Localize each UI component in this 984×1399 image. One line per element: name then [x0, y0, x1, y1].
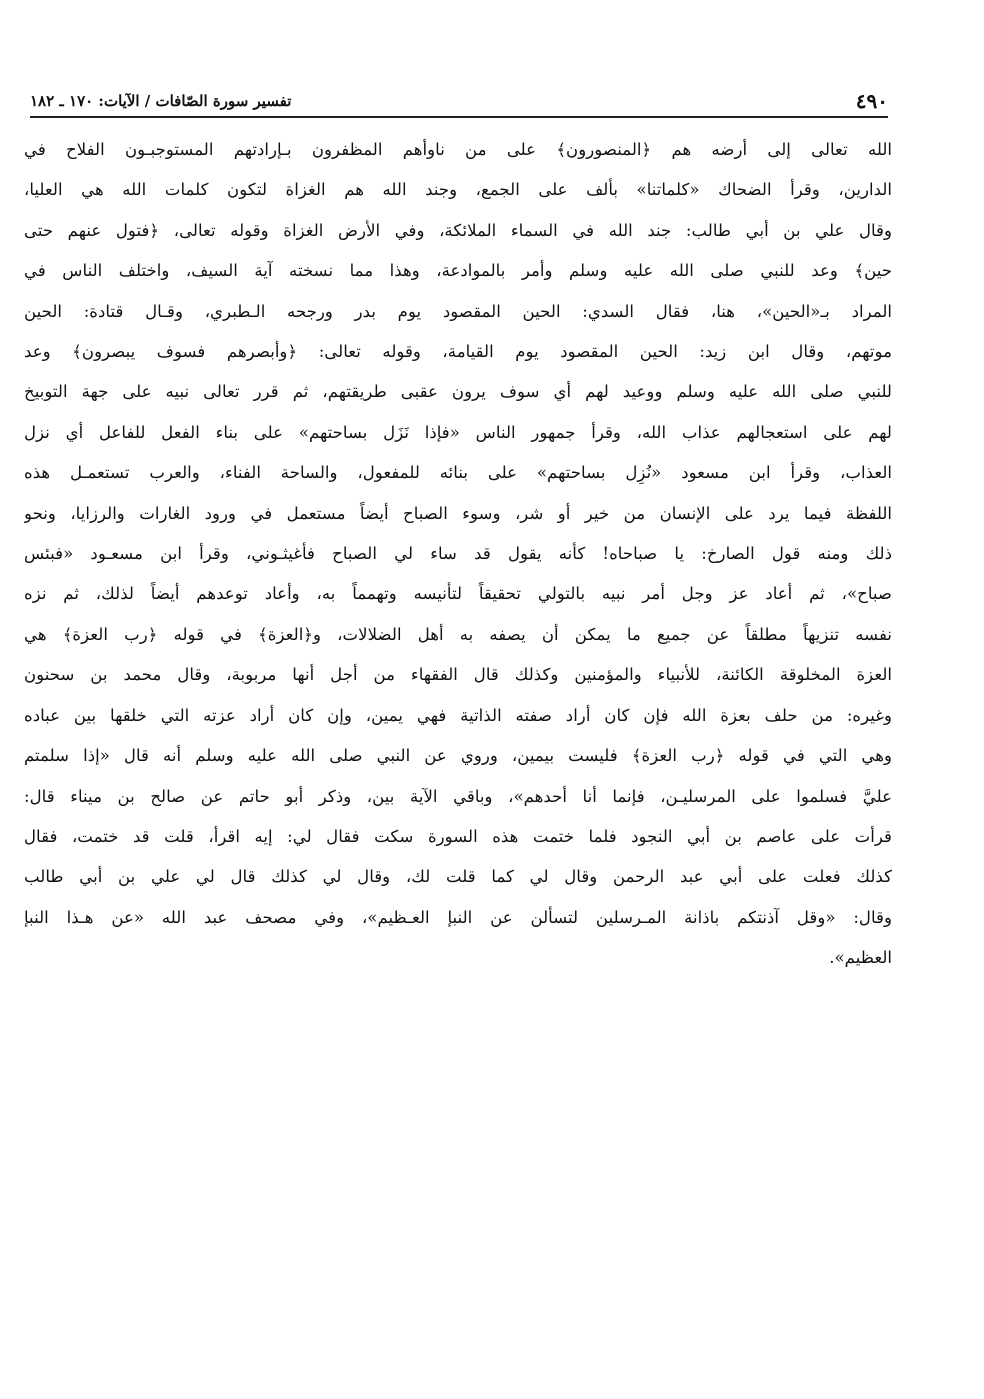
- text-line: لهم على استعجالهم عذاب الله، وقرأ جمهور الناس «فإذا نَزَل بساحتهم» على بناء الفعل للفاعل أي نزل: [24, 422, 892, 442]
- text-line: العظيم».: [829, 948, 892, 968]
- text-line: للنبي صلى الله عليه وسلم ووعيد لهم أي سوف يرون عقبى طريقتهم، ثم قرر تعالى نبيه على جهة التوبيخ: [24, 382, 892, 402]
- text-line: المراد بـ«الحين»، هنا، فقال السدي: الحين المقصود يوم بدر ورجحه الـطبري، وقـال قتادة: الحين: [24, 301, 892, 321]
- text-line: نفسه تنزيهاً مطلقاً عن جميع ما يمكن أن يصفه به أهل الضلالات، و﴿العزة﴾ في قوله ﴿رب العزة﴾ هي: [24, 624, 892, 644]
- running-title: تفسير سورة الصّافات / الآيات: ١٧٠ ـ ١٨٢: [30, 92, 292, 110]
- text-line: الله تعالى إلى أرضه هم ﴿المنصورون﴾ على من ناوأهم المظفرون بـإرادتهم المستوجبـون الفلاح في: [24, 140, 892, 159]
- text-line: كذلك فعلت على أبي عبد الرحمن وقال لي كما قلت لك، وقال لي كذلك قال لي علي بن أبي طالب: [24, 867, 892, 887]
- text-line: العذاب، وقرأ ابن مسعود «نُزِل بساحتهم» على بنائه للمفعول، والساحة الفناء، والعرب تستعمـل هذه: [24, 463, 892, 483]
- text-line: عليَّ فسلموا على المرسليـن، فإنما أنا أحدهم»، وباقي الآية بين، وذكر أبو حاتم عن صالح بن ميناء قال:: [24, 786, 892, 806]
- text-line: اللفظة فيما يرد على الإنسان من خير أو شر، وسوء الصباح أيضاً مستعمل في ورود الغارات والرزايا، ونحو: [24, 503, 892, 523]
- page-header: [30, 88, 888, 118]
- text-line: وغيره: من حلف بعزة الله فإن كان أراد صفته الذاتية فهي يمين، وإن كان أراد عزته التي خلقها بين عباده: [24, 705, 892, 725]
- text-line: موتهم، وقال ابن زيد: الحين المقصود يوم القيامة، وقوله تعالى: ﴿وأبصرهم فسوف يبصرون﴾ وعد: [24, 342, 892, 362]
- text-line: وقال علي بن أبي طالب: جند الله في السماء الملائكة، وفي الأرض الغزاة وقوله تعالى، ﴿فتول عنهم حتى: [24, 220, 892, 240]
- header-rule: [30, 116, 888, 118]
- text-line: وقال: «وقل آذنتكم باذانة المـرسلين لتسألن عن النبإ العـظيم»، وفي مصحف عبد الله «عن هـذا النبإ: [24, 907, 892, 927]
- text-line: العزة المخلوقة الكائنة، للأنبياء والمؤمنين وكذلك قال الفقهاء من أجل أنها مربوبة، وقال محمد بن سحنون: [24, 665, 892, 685]
- body-text: [24, 130, 892, 979]
- text-line: الدارين، وقرأ الضحاك «كلماتنا» بألف على الجمع، وجند الله هم الغزاة لتكون كلمات الله هي العليا،: [24, 180, 892, 200]
- text-line: حين﴾ وعد للنبي صلى الله عليه وسلم وأمر بالموادعة، وهذا مما نسخته آية السيف، واختلف الناس في: [24, 261, 892, 281]
- text-line: صباح»، ثم أعاد عز وجل أمر نبيه بالتولي تحقيقاً لتأنيسه وتهمماً به، وأعاد توعدهم أيضاً لذلك، ثم نزه: [24, 584, 892, 604]
- page-number: ٤٩٠: [855, 89, 888, 113]
- text-line: وهي التي في قوله ﴿رب العزة﴾ فليست بيمين، وروي عن النبي صلى الله عليه وسلم أنه قال «إذا سلمتم: [24, 746, 892, 766]
- text-line: قرأت على عاصم بن أبي النجود فلما ختمت هذه السورة سكت فقال لي: إيه اقرأ، قلت قد ختمت، فقال: [24, 826, 892, 846]
- text-line: ذلك ومنه قول الصارخ: يا صباحاه! كأنه يقول قد ساء لي الصباح فأغيثـوني، وقرأ ابن مسعـود «فبئس: [24, 544, 892, 564]
